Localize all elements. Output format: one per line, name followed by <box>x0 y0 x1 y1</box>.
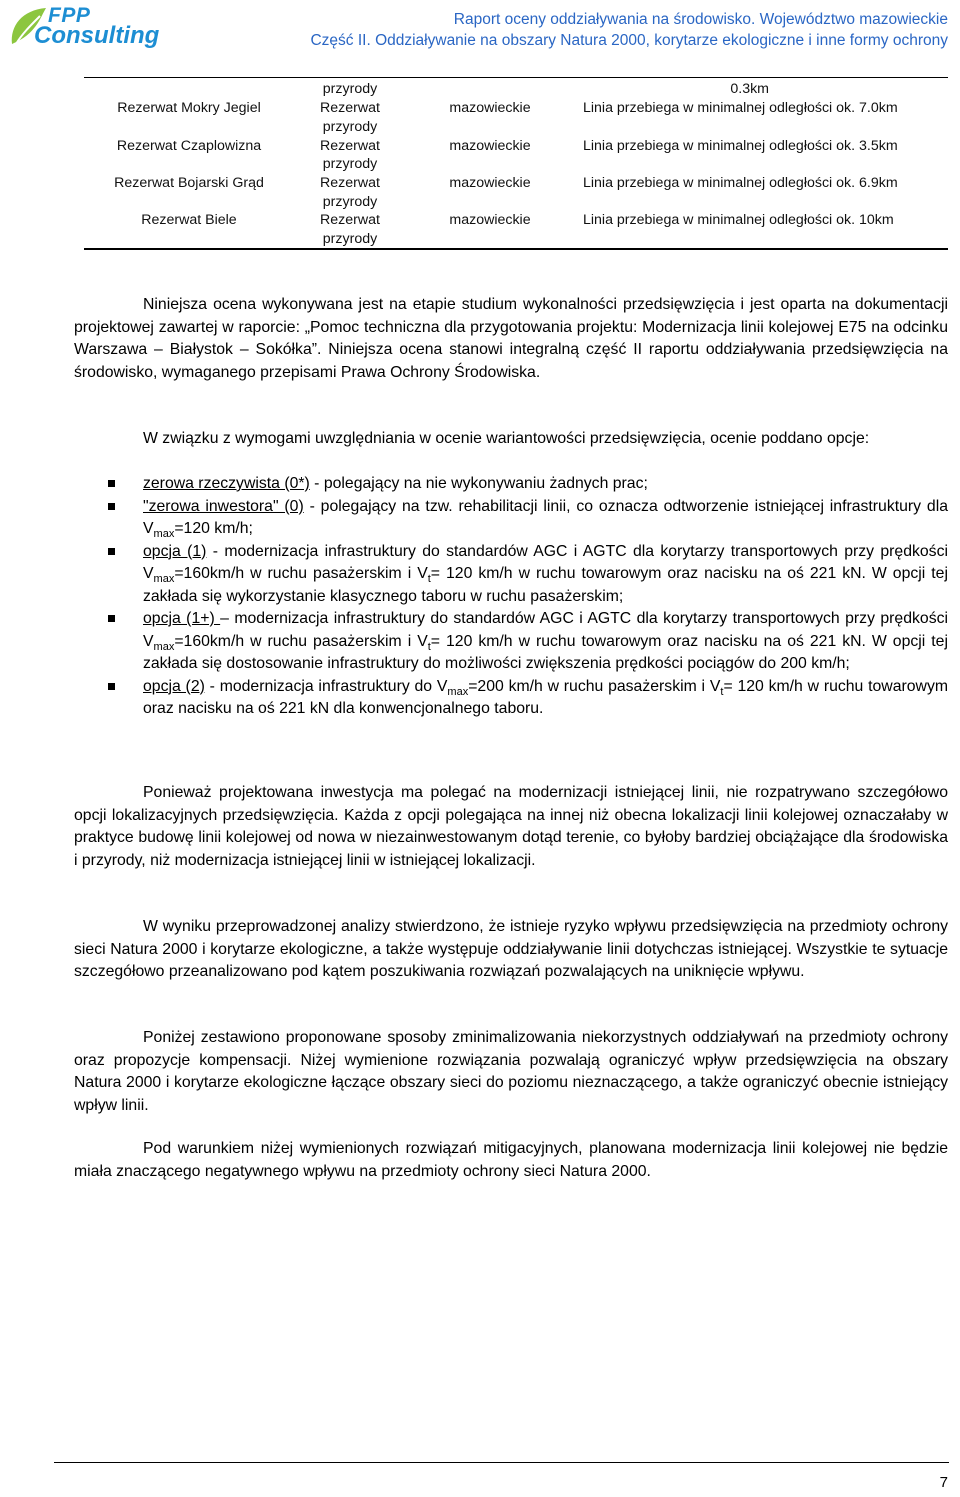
option-subscript: max <box>447 685 469 698</box>
table-cell-type: Rezerwat <box>320 138 380 154</box>
paragraph-mitigation: Poniżej zestawiono proponowane sposoby zminimalizowania niekorzystnych oddziaływań na przedmioty ochrony oraz propozycje kompensacji. Niżej wymienione rozwiązania pozwalają ograniczyć wpływ przedsięwzięcia na obszary Natura 2000 i korytarze ekologiczne łączące obszary sieci do poziomu nieznaczącego, a także ograniczyć obecnie istniejący wpływ linii. <box>74 1029 948 1114</box>
option-label: opcja (1) <box>143 542 207 560</box>
bullet-icon <box>108 615 115 622</box>
list-item <box>74 473 948 496</box>
table-cell-region: mazowieckie <box>449 212 531 228</box>
option-text: = 120 km/h w ruchu towarowym oraz nacisku na oś 221 kN. W opcji tej zakłada się dostosowanie infrastruktury do możliwości zwiększenia prędkości pociągów do 200 km/h; <box>143 632 948 672</box>
option-text: - polegający na tzw. rehabilitacji linii, co oznacza odtworzenie istniejącej infrastruktury dla V <box>143 497 948 537</box>
option-text: =160km/h w ruchu pasażerskim i V <box>174 565 428 582</box>
company-logo <box>6 4 166 50</box>
option-text: =120 km/h; <box>174 520 253 537</box>
option-subscript: t <box>427 640 431 653</box>
table-cell-type: Rezerwat <box>320 100 380 116</box>
list-item <box>74 608 948 676</box>
table-cell-type: przyrody <box>322 156 378 172</box>
option-text: = 120 km/h w ruchu towarowym oraz nacisku na oś 221 kN dla konwencjonalnego taboru. <box>143 677 949 717</box>
table-cell-name: Rezerwat Bojarski Grąd <box>114 175 264 191</box>
paragraph-options-intro: W związku z wymogami uwzględniania w ocenie wariantowości przedsięwzięcia, ocenie poddano opcje: <box>143 430 870 447</box>
table-cell-region: mazowieckie <box>449 175 531 191</box>
option-subscript: max <box>153 528 175 541</box>
bullet-icon <box>108 480 115 487</box>
paragraph-analysis: W wyniku przeprowadzonej analizy stwierdzono, że istnieje ryzyko wpływu przedsięwzięcia na przedmioty ochrony sieci Natura 2000 i korytarze ekologiczne, a także występuje oddziaływanie linii dotychczas istniejącej. Wszystkie te sytuacje szczegółowo przeanalizowano pod kątem poszukiwania rozwiązań pozwalających na uniknięcie wpływu. <box>74 918 948 980</box>
table-cell-region: mazowieckie <box>449 138 531 154</box>
table-rule-top <box>84 77 948 78</box>
option-subscript: max <box>153 640 175 653</box>
option-label: "zerowa inwestora" (0) <box>143 497 304 515</box>
table-cell-type-fragment: przyrody <box>322 81 378 97</box>
list-item <box>74 541 948 609</box>
option-text: - polegający na nie wykonywaniu żadnych prac; <box>309 475 648 492</box>
logo-text-fpp: FPP <box>48 4 91 27</box>
option-label: opcja (1+) <box>143 610 221 627</box>
option-label: zerowa rzeczywista (0*) <box>143 475 310 492</box>
option-subscript: max <box>153 573 175 586</box>
table-cell-type: Rezerwat <box>320 175 380 191</box>
bullet-icon <box>108 503 115 510</box>
table-cell-type: Rezerwat <box>320 212 380 228</box>
paragraph-conclusion: Pod warunkiem niżej wymienionych rozwiązań mitigacyjnych, planowana modernizacja linii kolejowej nie będzie miała znaczącego negatywnego wpływu na przedmioty ochrony sieci Natura 2000. <box>74 1140 948 1180</box>
table-cell-name: Rezerwat Mokry Jegiel <box>117 100 261 116</box>
table-cell-name: Rezerwat Czaplowizna <box>116 138 262 154</box>
table-cell-distance: Linia przebiega w minimalnej odległości ok. 3.5km <box>583 138 898 154</box>
header-title-line2: Część II. Oddziaływanie na obszary Natura 2000, korytarze ekologiczne i inne formy ochrony <box>310 32 948 49</box>
table-cell-distance: Linia przebiega w minimalnej odległości ok. 7.0km <box>583 100 898 116</box>
option-subscript: t <box>720 685 724 698</box>
table-cell-type: przyrody <box>322 231 378 247</box>
table-cell-region: mazowieckie <box>449 100 531 116</box>
paragraph-location: Ponieważ projektowana inwestycja ma polegać na modernizacji istniejącej linii, nie rozpatrywano szczegółowo opcji lokalizacyjnych przedsięwzięcia. Każda z opcji polegająca na innej niż obecna lokalizacji linii kolejowej oznaczałaby w praktyce budowę linii kolejowej od nowa w niezainwestowanym dotąd terenie, co byłoby bardziej obciążające dla środowiska i przyrody, niż modernizacja istniejącej linii w istniejącej lokalizacji. <box>74 784 948 869</box>
bullet-icon <box>108 548 115 555</box>
options-list <box>74 473 948 721</box>
page-number: 7 <box>939 1474 948 1491</box>
option-text: =200 km/h w ruchu pasażerskim i V <box>468 677 721 695</box>
list-item <box>74 496 948 541</box>
option-text: = 120 km/h w ruchu towarowym oraz nacisku na oś 221 kN. W opcji tej zakłada się wykorzystanie klasycznego taboru w ruchu pasażerskim; <box>143 565 948 605</box>
table-cell-type: przyrody <box>322 194 378 210</box>
bullet-icon <box>108 683 115 690</box>
paragraph-intro: Niniejsza ocena wykonywana jest na etapie studium wykonalności przedsięwzięcia i jest oparta na dokumentacji projektowej zawartej w raporcie: „Pomoc techniczna dla przygotowania projektu: Modernizacja linii kolejowej E75 na odcinku Warszawa – Białystok – Sokółka”. Niniejsza ocena stanowi integralną część II raportu oddziaływania przedsięwzięcia na środowisko, wymaganego przepisami Prawa Ochrony Środowiska. <box>74 296 948 381</box>
table-cell-distance: Linia przebiega w minimalnej odległości ok. 10km <box>583 212 894 228</box>
option-subscript: t <box>427 573 431 586</box>
table-rule-bottom <box>84 248 948 250</box>
header-title-line1: Raport oceny oddziaływania na środowisko. Województwo mazowieckie <box>453 11 948 28</box>
table-cell-name: Rezerwat Biele <box>141 212 237 228</box>
footer-rule <box>54 1462 949 1463</box>
table-cell-distance: Linia przebiega w minimalnej odległości ok. 6.9km <box>583 175 898 191</box>
table-cell-distance-fragment: 0.3km <box>730 81 769 97</box>
table-cell-type: przyrody <box>322 119 378 135</box>
logo-text-consulting: Consulting <box>34 22 160 49</box>
option-text: =160km/h w ruchu pasażerskim i V <box>174 632 428 650</box>
option-text: - modernizacja infrastruktury do V <box>204 677 448 695</box>
option-text: - modernizacja infrastruktury do standardów AGC i AGTC dla korytarzy transportowych przy prędkości V <box>143 542 948 582</box>
option-label: opcja (2) <box>143 677 205 695</box>
option-text: – modernizacja infrastruktury do standardów AGC i AGTC dla korytarzy transportowych przy prędkości V <box>143 610 948 650</box>
list-item <box>74 676 948 721</box>
